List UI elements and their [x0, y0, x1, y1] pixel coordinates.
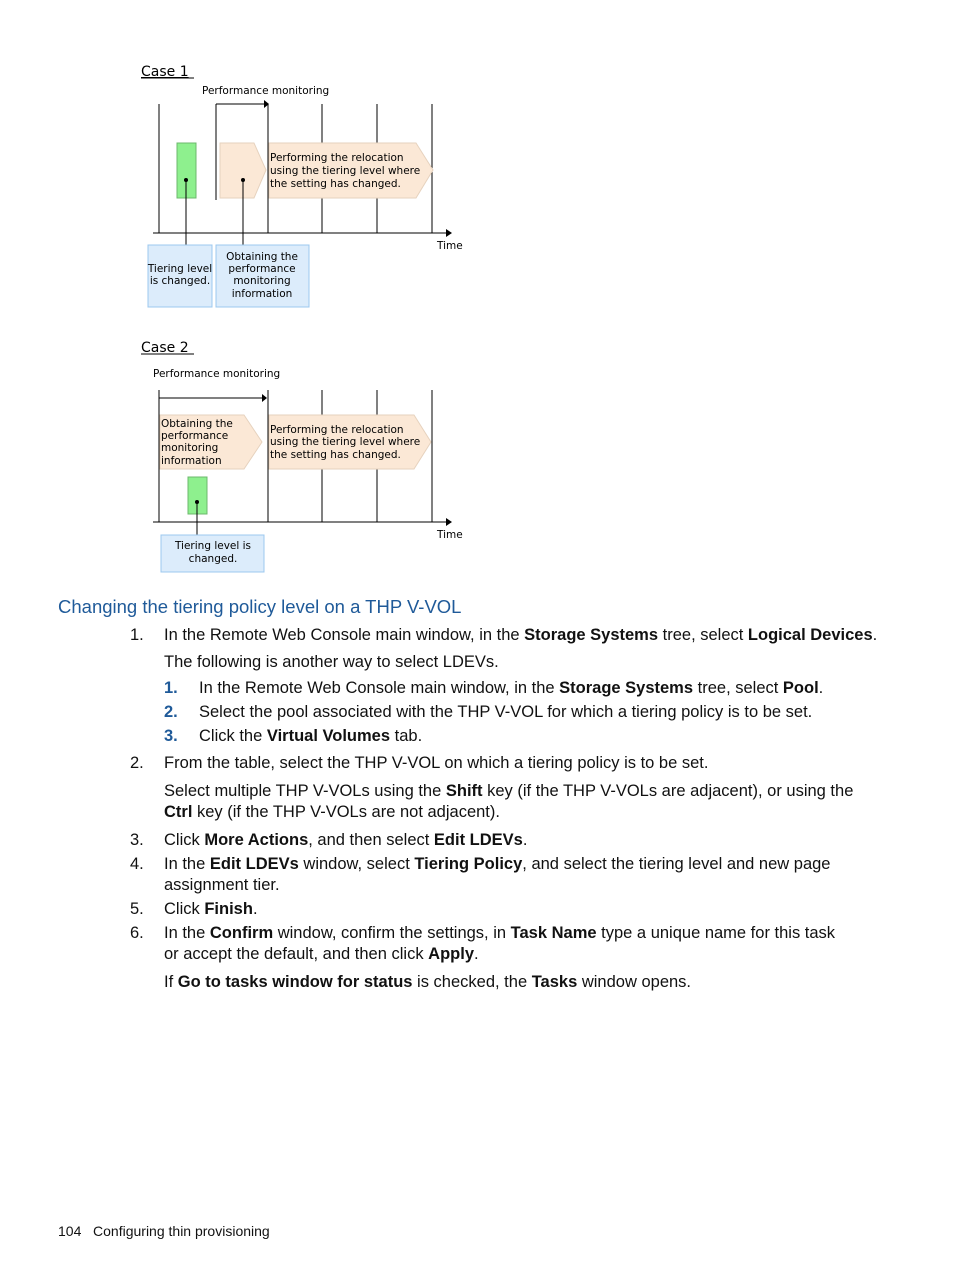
substep-3-number: 3.: [164, 727, 178, 745]
step-5-text: Click Finish.: [164, 900, 258, 918]
case1-tiering-callout-line-1: Tiering level: [147, 263, 213, 275]
case2-time-label: Time: [437, 529, 463, 541]
case2-relocation-line-1: Performing the relocation: [270, 424, 404, 436]
case2-relocation-line-2: using the tiering level where: [270, 436, 421, 448]
case2-label: Case 2: [141, 340, 189, 356]
page-footer: [58, 1223, 270, 1239]
step-2-note-line-2: Ctrl key (if the THP V-VOLs are not adjacent).: [164, 803, 500, 821]
case1-relocation-line-1: Performing the relocation: [270, 152, 404, 164]
step-1-number: 1.: [130, 626, 144, 644]
case2-obtaining-line-2: performance: [161, 430, 229, 442]
substep-1-text: In the Remote Web Console main window, in the Storage Systems tree, select Pool.: [199, 679, 824, 697]
case2-obtaining-line-3: monitoring: [161, 442, 219, 454]
substep-2-number: 2.: [164, 703, 178, 721]
step-6-note: If Go to tasks window for status is checked, the Tasks window opens.: [164, 973, 692, 991]
case1-relocation-line-2: using the tiering level where: [270, 165, 421, 177]
step-2-number: 2.: [130, 754, 144, 772]
step-2-text: From the table, select the THP V-VOL on which a tiering policy is to be set.: [164, 754, 709, 772]
step-4-number: 4.: [130, 855, 144, 873]
footer-title: Configuring thin provisioning: [93, 1223, 270, 1239]
substep-3-text: Click the Virtual Volumes tab.: [199, 727, 423, 745]
step-4-text-line-1: In the Edit LDEVs window, select Tiering Policy, and select the tiering level and new page: [164, 855, 831, 873]
step-3-text: Click More Actions, and then select Edit LDEVs.: [164, 831, 528, 849]
section-heading: Changing the tiering policy level on a THP V-VOL: [58, 596, 462, 617]
step-6-text-line-1: In the Confirm window, confirm the settings, in Task Name type a unique name for this task: [164, 924, 836, 942]
case1-obtaining-callout-line-1: Obtaining the: [226, 251, 298, 263]
case1-performance-monitoring-label: Performance monitoring: [202, 85, 330, 97]
tiering-diagram: [0, 0, 954, 590]
step-5-number: 5.: [130, 900, 144, 918]
case2-tiering-callout-line-2: changed.: [188, 553, 238, 565]
step-1-note: The following is another way to select LDEVs.: [164, 653, 499, 671]
case2-relocation-line-3: the setting has changed.: [270, 449, 401, 461]
step-4-text-line-2: assignment tier.: [164, 876, 280, 894]
step-6-text-line-2: or accept the default, and then click Apply.: [164, 945, 479, 963]
case2-obtaining-line-4: information: [161, 455, 222, 467]
case1-relocation-line-3: the setting has changed.: [270, 178, 401, 190]
case2-diagram: [141, 340, 463, 572]
case1-obtaining-callout-line-3: monitoring: [233, 275, 291, 287]
case1-label: Case 1: [141, 64, 189, 80]
substep-1-number: 1.: [164, 679, 178, 697]
step-1-text: In the Remote Web Console main window, in the Storage Systems tree, select Logical Devices.: [164, 626, 878, 644]
step-6-number: 6.: [130, 924, 144, 942]
case2-tiering-callout-line-1: Tiering level is: [174, 540, 252, 552]
case2-performance-monitoring-label: Performance monitoring: [153, 368, 281, 380]
page-number: 104: [58, 1223, 82, 1239]
case2-obtaining-line-1: Obtaining the: [161, 418, 233, 430]
case1-diagram: [141, 64, 463, 307]
step-3-number: 3.: [130, 831, 144, 849]
case1-time-label: Time: [437, 240, 463, 252]
case1-tiering-callout-line-2: is changed.: [149, 275, 211, 287]
substep-2-text: Select the pool associated with the THP V-VOL for which a tiering policy is to be set.: [199, 703, 813, 721]
step-2-note-line-1: Select multiple THP V-VOLs using the Shift key (if the THP V-VOLs are adjacent), or using the: [164, 782, 854, 800]
case1-obtaining-callout-line-4: information: [231, 288, 293, 300]
case1-obtaining-callout-line-2: performance: [228, 263, 296, 275]
